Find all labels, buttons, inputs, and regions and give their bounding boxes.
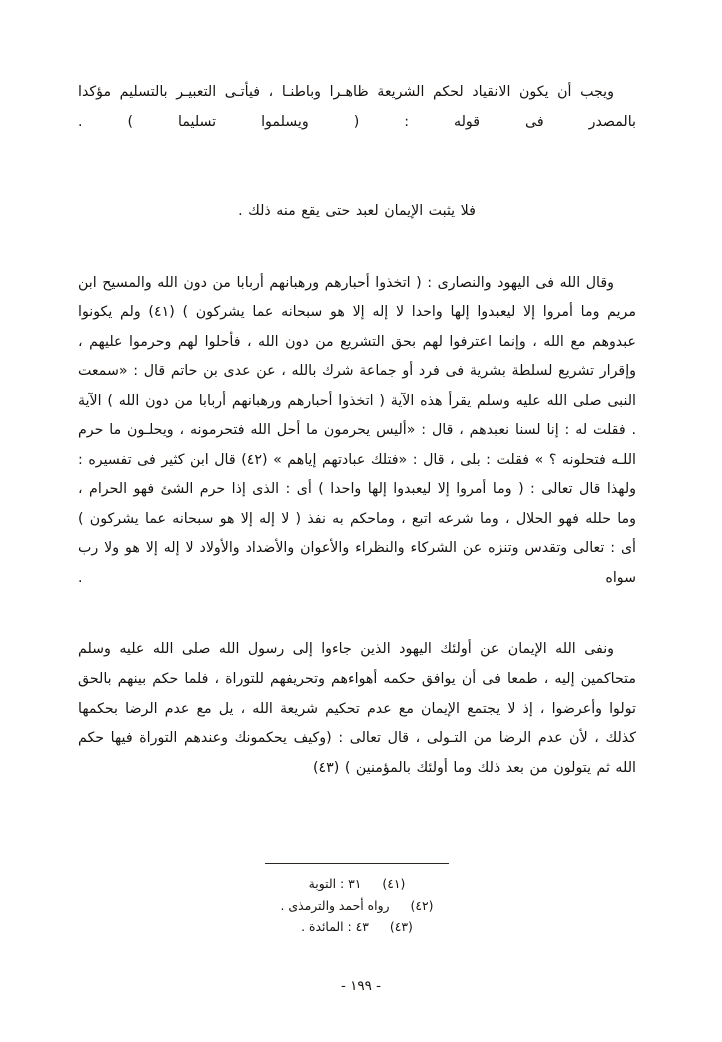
footnote-number: (٤١) (382, 875, 406, 891)
paragraph-1: ويجب أن يكون الانقياد لحكم الشريعة ظاهـرا وباطنـا ، فيأتـى التعبيـر بالتسليم مؤكدا بالمصدر فى قوله : ( ويسلموا تسليما ) . (78, 84, 636, 130)
footnote-item (78, 895, 636, 917)
paragraph-spacer (78, 153, 636, 163)
footnote-text: ٤٣ : المائدة . (301, 919, 369, 935)
paragraph-2: فلا يثبت الإيمان لعبد حتى يقع منه ذلك . (238, 203, 476, 220)
paragraph-4: ونفى الله الإيمان عن أولئك اليهود الذين جاءوا إلى رسول الله صلى الله عليه وسلم متحاكمين إليه ، طمعا فى أن يوافق حكمه أهواءهم وتحريفهم للتوراة ، فلما حكم بينهم بالحق تولوا وأعرضوا ، إذ لا يجتمع الإيمان مع عدم تحكيم شريعة الله ، يل مع عدم الرضا بحكمها كذلك ، لأن عدم الرضا من التـولى ، قال تعالى : (وكيف يحكمونك وعندهم التوراة فيها حكم الله ثم يتولون من بعد ذلك وما أولئك بالمؤمنين ) (٤٣) (78, 641, 636, 776)
footnote-item (78, 873, 636, 895)
footnotes-section (78, 863, 636, 938)
footnote-text: رواه أحمد والترمذى . (280, 897, 390, 913)
footnote-text: ٣١ : التوبة (308, 875, 362, 891)
page-number: - ١٩٩ - (340, 978, 382, 994)
footnote-item (78, 916, 636, 938)
footnote-divider (265, 863, 449, 864)
footnote-number: (٤٢) (410, 897, 434, 913)
paragraph-3: وقال الله فى اليهود والنصارى : ( اتخذوا أحبارهم ورهبانهم أربابا من دون الله والمسيح ابن مريم وما أمروا إلا ليعبدوا إلها واحدا لا إله إلا هو سبحانه عما يشركون ) (٤١) ولم يكونوا عبدوهم مع الله ، وإنما اعترفوا لهم بحق التشريع من دون الله ، فأحلوا لهم وحرموا عليهم ، وإقرار تشريع لسلطة بشرية فى فرد أو جماعة شرك بالله ، عن عدى بن حاتم قال : «سمعت النبى صلى الله عليه وسلم يقرأ هذه الآية ( اتخذوا أحبارهم ورهبانهم أربابا من دون الله ) الآية . فقلت له : إنا لسنا نعبدهم ، قال : «أليس يحرمون ما أحل الله فتحرمونه ، ويحلـون ما حرم اللـه فتحلونه ؟ » فقلت : بلى ، قال : «فتلك عبادتهم إياهم » (٤٢) قال ابن كثير فى تفسيره : ولهذا قال تعالى : ( وما أمروا إلا ليعبدوا إلها واحدا ) أى : الذى إذا حرم الشئ فهو الحرام ، وما حلله فهو الحلال ، وما شرعه اتبع ، وماحكم به نفذ ( لا إله إلا هو سبحانه عما يشركون ) أى : تعالى وتقدس وتنزه عن الشركاء والنظراء والأعوان والأضداد والأولاد لا إله إلا هو ولا رب سواه . (78, 274, 636, 586)
footnote-number: (٤٣) (389, 919, 413, 935)
